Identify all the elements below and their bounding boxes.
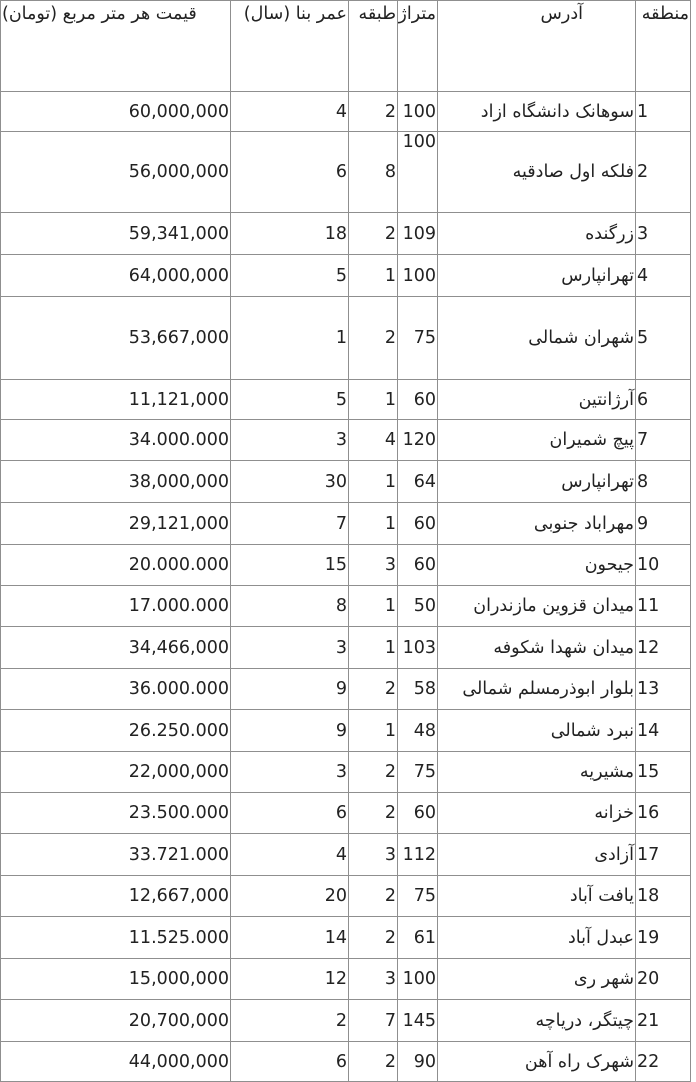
table-row [1,255,691,297]
header-area: متراژ [398,1,438,92]
address-cell: خزانه [438,793,636,834]
floor-cell: 1 [349,503,398,545]
floor-cell: 2 [349,876,398,917]
floor-cell: 2 [349,92,398,132]
floor-cell: 2 [349,669,398,710]
age-cell: 18 [231,213,349,255]
floor-cell: 7 [349,1000,398,1042]
table-row [1,420,691,461]
area-cell: 60 [398,380,438,420]
header-region: منطقه [636,1,691,92]
age-cell: 3 [231,627,349,669]
address-cell: شهران شمالی [438,297,636,380]
area-cell: 64 [398,461,438,503]
area-cell: 75 [398,876,438,917]
floor-cell: 2 [349,917,398,959]
age-cell: 20 [231,876,349,917]
area-cell: 100 [398,959,438,1000]
header-address: آدرس [438,1,636,92]
area-cell: 60 [398,545,438,586]
floor-cell: 1 [349,627,398,669]
area-cell: 112 [398,834,438,876]
price-cell: 15,000,000 [1,959,231,1000]
age-cell: 4 [231,92,349,132]
table-row [1,132,691,213]
price-cell: 38,000,000 [1,461,231,503]
price-cell: 56,000,000 [1,132,231,213]
table-row [1,503,691,545]
price-cell: 17.000.000 [1,586,231,627]
age-cell: 15 [231,545,349,586]
address-cell: سوهانک دانشگاه ازاد [438,92,636,132]
region-cell: 14 [636,710,691,752]
area-cell: 120 [398,420,438,461]
area-cell: 109 [398,213,438,255]
address-cell: فلکه اول صادقیه [438,132,636,213]
region-cell: 22 [636,1042,691,1082]
price-cell: 64,000,000 [1,255,231,297]
table-row [1,545,691,586]
price-cell: 34.000.000 [1,420,231,461]
table-row [1,876,691,917]
address-cell: مهراباد جنوبی [438,503,636,545]
area-cell: 103 [398,627,438,669]
region-cell: 19 [636,917,691,959]
price-cell: 20.000.000 [1,545,231,586]
table-row [1,1042,691,1082]
age-cell: 5 [231,380,349,420]
address-cell: تهرانپارس [438,255,636,297]
table-row [1,297,691,380]
price-cell: 60,000,000 [1,92,231,132]
address-cell: مشیریه [438,752,636,793]
address-cell: آزادی [438,834,636,876]
area-cell: 75 [398,297,438,380]
price-cell: 29,121,000 [1,503,231,545]
header-floor: طبقه [349,1,398,92]
area-cell: 50 [398,586,438,627]
price-cell: 34,466,000 [1,627,231,669]
age-cell: 2 [231,1000,349,1042]
address-cell: نبرد شمالی [438,710,636,752]
age-cell: 5 [231,255,349,297]
area-cell: 60 [398,793,438,834]
age-cell: 30 [231,461,349,503]
area-cell: 100 [398,92,438,132]
region-cell: 12 [636,627,691,669]
floor-cell: 1 [349,461,398,503]
table-row [1,834,691,876]
area-cell: 75 [398,752,438,793]
address-cell: زرگنده [438,213,636,255]
price-cell: 12,667,000 [1,876,231,917]
age-cell: 4 [231,834,349,876]
region-cell: 7 [636,420,691,461]
address-cell: شهرک راه آهن [438,1042,636,1082]
age-cell: 3 [231,420,349,461]
address-cell: میدان شهدا شکوفه [438,627,636,669]
table-row [1,917,691,959]
floor-cell: 2 [349,213,398,255]
price-cell: 33.721.000 [1,834,231,876]
floor-cell: 1 [349,380,398,420]
floor-cell: 8 [349,132,398,213]
region-cell: 6 [636,380,691,420]
table-row [1,710,691,752]
region-cell: 8 [636,461,691,503]
table-row [1,213,691,255]
floor-cell: 1 [349,255,398,297]
price-cell: 20,700,000 [1,1000,231,1042]
table-row [1,586,691,627]
header-price: قیمت هر متر مربع (تومان) [1,1,231,92]
region-cell: 15 [636,752,691,793]
age-cell: 8 [231,586,349,627]
table-row [1,380,691,420]
floor-cell: 4 [349,420,398,461]
area-cell: 61 [398,917,438,959]
price-cell: 59,341,000 [1,213,231,255]
floor-cell: 1 [349,710,398,752]
age-cell: 9 [231,669,349,710]
region-cell: 21 [636,1000,691,1042]
floor-cell: 1 [349,586,398,627]
area-cell: 145 [398,1000,438,1042]
floor-cell: 3 [349,959,398,1000]
price-cell: 11.525.000 [1,917,231,959]
floor-cell: 2 [349,793,398,834]
price-cell: 26.250.000 [1,710,231,752]
price-cell: 11,121,000 [1,380,231,420]
area-cell: 48 [398,710,438,752]
region-cell: 1 [636,92,691,132]
table-row [1,1000,691,1042]
address-cell: پیچ شمیران [438,420,636,461]
price-cell: 22,000,000 [1,752,231,793]
price-cell: 53,667,000 [1,297,231,380]
region-cell: 3 [636,213,691,255]
table-row [1,92,691,132]
table-row [1,793,691,834]
area-cell: 90 [398,1042,438,1082]
age-cell: 9 [231,710,349,752]
price-cell: 36.000.000 [1,669,231,710]
table-header-row [1,1,691,92]
region-cell: 5 [636,297,691,380]
floor-cell: 3 [349,545,398,586]
age-cell: 6 [231,132,349,213]
address-cell: چیتگر، دریاچه [438,1000,636,1042]
price-cell: 23.500.000 [1,793,231,834]
table-row [1,752,691,793]
table-row [1,959,691,1000]
region-cell: 20 [636,959,691,1000]
area-cell: 58 [398,669,438,710]
region-cell: 9 [636,503,691,545]
age-cell: 6 [231,1042,349,1082]
address-cell: شهر ری [438,959,636,1000]
area-cell: 100 [398,132,438,213]
floor-cell: 2 [349,1042,398,1082]
table-row [1,461,691,503]
age-cell: 3 [231,752,349,793]
table-row [1,669,691,710]
region-cell: 17 [636,834,691,876]
address-cell: یافت آباد [438,876,636,917]
address-cell: آرژانتین [438,380,636,420]
address-cell: بلوار ابوذرمسلم شمالی [438,669,636,710]
floor-cell: 2 [349,752,398,793]
address-cell: عبدل آباد [438,917,636,959]
age-cell: 14 [231,917,349,959]
header-age: عمر بنا (سال) [231,1,349,92]
age-cell: 6 [231,793,349,834]
age-cell: 1 [231,297,349,380]
region-cell: 18 [636,876,691,917]
area-cell: 100 [398,255,438,297]
floor-cell: 3 [349,834,398,876]
address-cell: تهرانپارس [438,461,636,503]
region-cell: 4 [636,255,691,297]
address-cell: میدان قزوین مازندران [438,586,636,627]
region-cell: 13 [636,669,691,710]
region-cell: 11 [636,586,691,627]
age-cell: 12 [231,959,349,1000]
area-cell: 60 [398,503,438,545]
region-cell: 10 [636,545,691,586]
region-cell: 16 [636,793,691,834]
floor-cell: 2 [349,297,398,380]
age-cell: 7 [231,503,349,545]
region-cell: 2 [636,132,691,213]
price-cell: 44,000,000 [1,1042,231,1082]
address-cell: جیحون [438,545,636,586]
table-row [1,627,691,669]
